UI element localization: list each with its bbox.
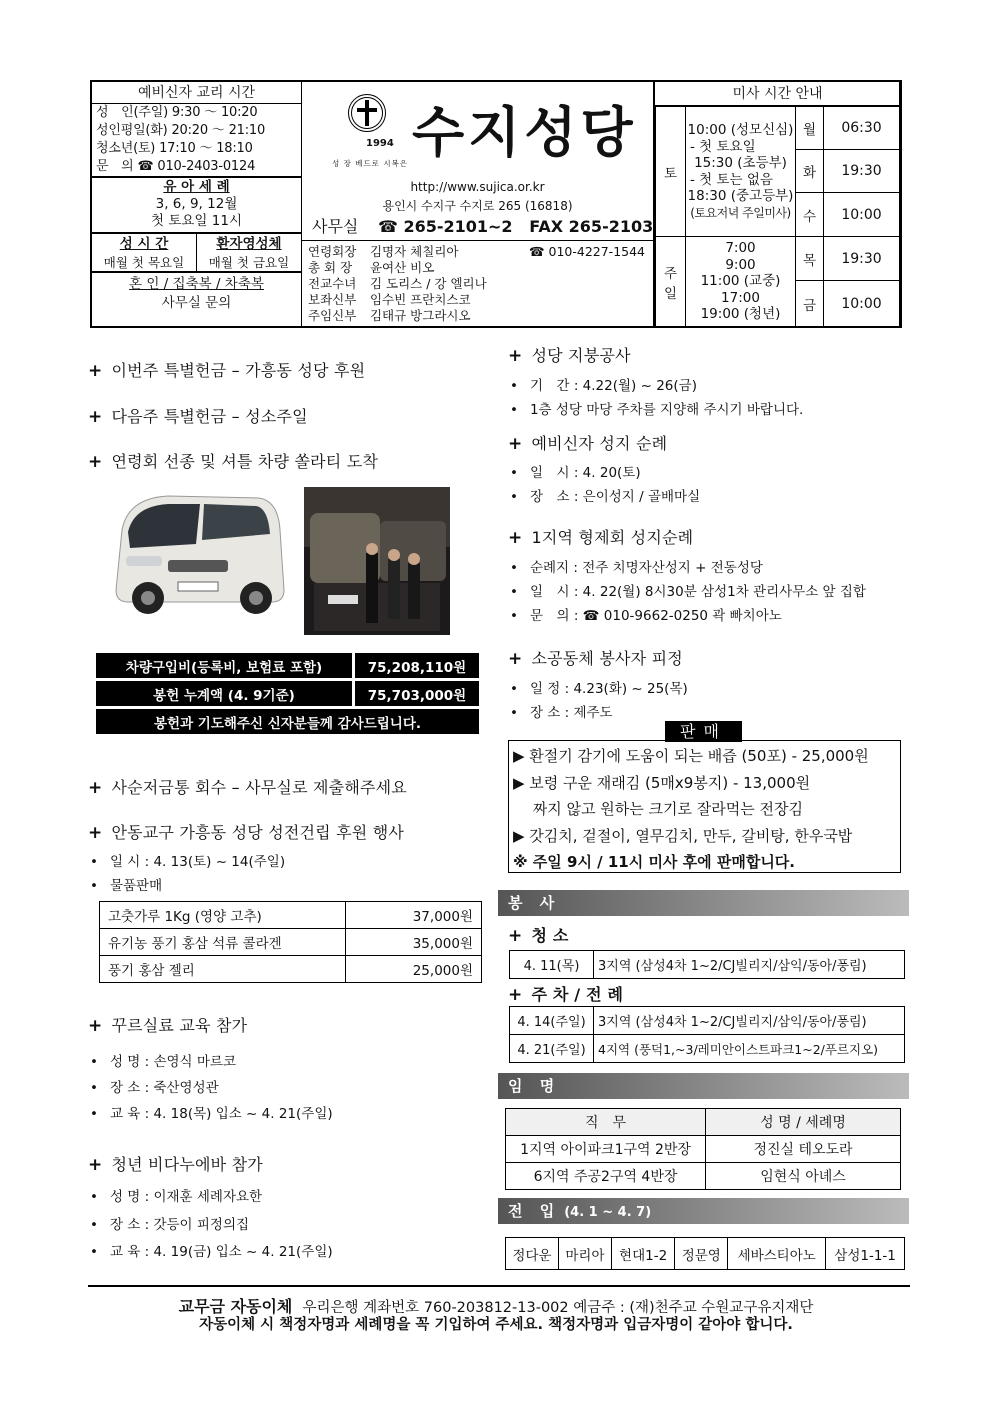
church-url[interactable]: http://www.sujica.or.kr bbox=[410, 180, 545, 194]
youth-name: • 성 명 : 이재훈 세례자요한 bbox=[90, 1185, 262, 1205]
staff-row bbox=[308, 308, 649, 324]
holy-hour-day: 매월 첫 목요일 bbox=[103, 255, 185, 270]
roof-notice: • 1층 성당 마당 주차를 지양해 주시기 바랍니다. bbox=[510, 398, 803, 418]
table-row bbox=[506, 1163, 901, 1190]
weekday-time: 10:00 bbox=[824, 281, 900, 327]
thanks-message: 봉헌과 기도해주신 신자분들께 감사드립니다. bbox=[96, 709, 479, 734]
staff-phone: ☎ 010-4227-1544 bbox=[528, 244, 645, 259]
staff-role: 총 회 장 bbox=[308, 260, 353, 275]
duty-date: 4. 14(주일) bbox=[510, 1007, 594, 1035]
table-row bbox=[506, 1136, 901, 1163]
office-phone: ☎ 265-2101~2 bbox=[377, 217, 513, 236]
staff-list bbox=[302, 240, 653, 328]
cost-value: 75,208,110원 bbox=[355, 653, 479, 678]
column-header: 직 무 bbox=[506, 1109, 706, 1136]
transfer-bar-label: 전 입 bbox=[508, 1202, 561, 1220]
footer-divider bbox=[88, 1285, 910, 1287]
sale-item: ▶ 보령 구운 재래김 (5매x9봉지) - 13,000원 bbox=[513, 773, 811, 792]
volunteer-place: • 장 소 : 제주도 bbox=[510, 701, 613, 721]
staff-name: 윤여산 비오 bbox=[369, 260, 435, 275]
transfer-baptismal-name: 마리아 bbox=[558, 1238, 611, 1270]
transfer-table bbox=[505, 1237, 905, 1270]
catechism-line: 청소년(토) 17:10 ～ 18:10 bbox=[96, 141, 253, 156]
poorbox-notice: + 사순저금통 회수 – 사무실로 제출해주세요 bbox=[88, 775, 407, 798]
saturday-label: 토 bbox=[656, 107, 686, 237]
column-header: 성 명 / 세례명 bbox=[706, 1109, 901, 1136]
brotherhood-contact: • 문 의 : ☎ 010-9662-0250 곽 빠치아노 bbox=[510, 604, 782, 624]
cursillo-date: • 교 육 : 4. 18(목) 입소 ~ 4. 21(주일) bbox=[90, 1102, 333, 1122]
appointment-bar: 임 명 bbox=[498, 1073, 909, 1099]
footer-notice: 자동이체 시 책정자명과 세례명을 꼭 기입하여 주세요. 책정자명과 입금자명이 같아야 합니다. bbox=[199, 1317, 793, 1333]
mass-table bbox=[655, 106, 900, 327]
office-contact bbox=[312, 214, 653, 237]
shuttle-van-photo bbox=[108, 490, 288, 620]
staff-role: 연령회장 bbox=[308, 244, 357, 259]
cursillo-title: + 꾸르실료 교육 참가 bbox=[88, 1013, 247, 1036]
table-row bbox=[100, 902, 482, 929]
transfer-name: 정다운 bbox=[506, 1238, 559, 1270]
pilgrim-place: • 장 소 : 은이성지 / 골배마실 bbox=[510, 485, 700, 505]
pilgrim-title: + 예비신자 성지 순례 bbox=[508, 431, 667, 454]
staff-name: 김 도리스 / 강 엘리나 bbox=[369, 276, 487, 291]
sunday-times: 7:00 9:00 11:00 (교중) 17:00 19:00 (청년) bbox=[686, 237, 796, 327]
weekday-time: 06:30 bbox=[824, 107, 900, 150]
cost-value: 75,703,000원 bbox=[355, 681, 479, 706]
staff-row bbox=[308, 292, 649, 308]
staff-name: 김태규 방그라시오 bbox=[369, 308, 471, 323]
sale-item: ▶ 환절기 감기에 도움이 되는 배즙 (50포) - 25,000원 bbox=[513, 747, 869, 765]
staff-role: 보좌신부 bbox=[308, 292, 357, 307]
sale-item: ▶ 갓김치, 겉절이, 열무김치, 만두, 갈비탕, 한우국밥 bbox=[513, 826, 853, 845]
holy-hour-title: 성 시 간 bbox=[119, 236, 169, 252]
office-label: 사무실 bbox=[312, 217, 359, 236]
weekday-label: 월 bbox=[796, 107, 824, 150]
duty-area: 4지역 (풍덕1,~3/레미안이스트파크1~2/푸르지오) bbox=[594, 1035, 905, 1063]
brotherhood-date: • 일 시 : 4. 22(월) 8시30분 삼성1차 관리사무소 앞 집합 bbox=[510, 580, 866, 600]
sunday-label: 주 일 bbox=[656, 237, 686, 327]
duty-date: 4. 11(목) bbox=[510, 951, 594, 979]
staff-name: 임수빈 프란치스코 bbox=[369, 292, 471, 307]
catechism-line: 성인평일(화) 20:20 ～ 21:10 bbox=[96, 123, 266, 138]
cleaning-table bbox=[509, 950, 905, 979]
andong-date: • 일 시 : 4. 13(토) ~ 14(주일) bbox=[90, 850, 285, 870]
van-blessing-photo bbox=[304, 487, 450, 635]
appoint-name: 정진실 테오도라 bbox=[706, 1136, 901, 1163]
andong-goods: • 물품판매 bbox=[90, 874, 162, 894]
table-row bbox=[510, 1007, 905, 1035]
staff-role: 주임신부 bbox=[308, 308, 357, 323]
roof-title: + 성당 지붕공사 bbox=[508, 343, 631, 366]
sale-box bbox=[508, 740, 901, 873]
sale-notice: ※ 주일 9시 / 11시 미사 후에 판매합니다. bbox=[513, 853, 795, 871]
church-info bbox=[302, 82, 653, 326]
service-bar: 봉 사 bbox=[498, 890, 909, 916]
product-price: 35,000원 bbox=[346, 929, 482, 956]
catechism-line: 문 의 ☎ 010-2403-0124 bbox=[96, 159, 256, 174]
parking-title: + 주 차 / 전 례 bbox=[508, 982, 623, 1005]
product-name: 풍기 홍삼 젤리 bbox=[100, 956, 346, 983]
transfer-period: (4. 1 ~ 4. 7) bbox=[564, 1205, 652, 1220]
blessing-contact: 사무실 문의 bbox=[161, 295, 232, 311]
staff-row bbox=[308, 276, 649, 292]
duty-area: 3지역 (삼성4차 1~2/CJ빌리지/삼익/동아/풍림) bbox=[594, 951, 905, 979]
volunteer-date: • 일 정 : 4.23(화) ~ 25(목) bbox=[510, 677, 688, 697]
staff-row bbox=[308, 244, 649, 260]
product-price: 25,000원 bbox=[346, 956, 482, 983]
sale-tag: 판매 bbox=[665, 721, 742, 742]
cursillo-name: • 성 명 : 손영식 마르코 bbox=[90, 1050, 236, 1070]
logo-caption: 성 장 베드로 시복은 bbox=[331, 159, 409, 168]
church-name: 수지성당 bbox=[412, 101, 637, 164]
transfer-name: 정문영 bbox=[675, 1238, 728, 1270]
product-table bbox=[99, 901, 482, 983]
table-row bbox=[510, 1035, 905, 1063]
appoint-role: 1지역 아이파크1구역 2반장 bbox=[506, 1136, 706, 1163]
product-name: 유기농 풍기 홍삼 석류 콜라겐 bbox=[100, 929, 346, 956]
sale-item: 짜지 않고 원하는 크기로 잘라먹는 전장김 bbox=[513, 800, 803, 818]
transfer-address: 삼성1-1-1 bbox=[826, 1238, 905, 1270]
brotherhood-title: + 1지역 형제회 성지순례 bbox=[508, 525, 693, 548]
special-offering-this-week: + 이번주 특별헌금 – 가흥동 성당 후원 bbox=[88, 358, 365, 381]
transfer-bar bbox=[498, 1198, 909, 1224]
weekday-label: 금 bbox=[796, 281, 824, 327]
duty-date: 4. 21(주일) bbox=[510, 1035, 594, 1063]
table-row bbox=[100, 956, 482, 983]
parking-table bbox=[509, 1006, 905, 1063]
table-header-row bbox=[506, 1109, 901, 1136]
appointment-table bbox=[505, 1108, 901, 1190]
brotherhood-place: • 순례지 : 전주 치명자산성지 + 전동성당 bbox=[510, 556, 763, 576]
bulletin-header bbox=[90, 80, 902, 328]
weekday-time: 10:00 bbox=[824, 193, 900, 237]
catechism-line: 성 인(주일) 9:30 ～ 10:20 bbox=[96, 105, 258, 120]
weekday-label: 화 bbox=[796, 150, 824, 193]
pilgrim-date: • 일 시 : 4. 20(토) bbox=[510, 461, 641, 481]
cost-label: 봉헌 누계액 (4. 9기준) bbox=[96, 681, 352, 706]
youth-place: • 장 소 : 갓등이 피정의집 bbox=[90, 1213, 249, 1233]
table-row bbox=[510, 951, 905, 979]
saturday-times: 10:00 (성모신심) - 첫 토요일 15:30 (초등부) - 첫 토는 없음 18:30 (중고등부) (토요저녁 주일미사) bbox=[686, 107, 796, 237]
staff-name: 김명자 체칠리아 bbox=[369, 244, 459, 259]
church-logo bbox=[330, 94, 409, 180]
baptism-day: 첫 토요일 11시 bbox=[151, 213, 242, 229]
logo-year: 1994 bbox=[366, 138, 394, 149]
roof-period: • 기 간 : 4.22(월) ~ 26(금) bbox=[510, 374, 697, 394]
catechism-info bbox=[92, 82, 302, 326]
footer-label: 교무금 자동이체 bbox=[178, 1297, 293, 1316]
staff-row bbox=[308, 260, 649, 276]
footer-account-info: 우리은행 계좌번호 760-203812-13-002 예금주 : (재)천주교 수원교구유지재단 bbox=[302, 1300, 814, 1316]
youth-title: + 청년 비다누에바 참가 bbox=[88, 1152, 263, 1175]
youth-date: • 교 육 : 4. 19(금) 입소 ~ 4. 21(주일) bbox=[90, 1240, 333, 1260]
mass-schedule-title: 미사 시간 안내 bbox=[655, 82, 900, 106]
sick-communion-day: 매월 첫 금요일 bbox=[208, 255, 290, 270]
appoint-name: 임현식 아녜스 bbox=[706, 1163, 901, 1190]
office-fax: FAX 265-2103 bbox=[529, 217, 654, 236]
church-address: 용인시 수지구 수지로 265 (16818) bbox=[382, 199, 573, 213]
cleaning-title: + 청 소 bbox=[508, 923, 569, 946]
weekday-label: 목 bbox=[796, 237, 824, 281]
duty-area: 3지역 (삼성4차 1~2/CJ빌리지/삼익/동아/풍림) bbox=[594, 1007, 905, 1035]
transfer-address: 현대1-2 bbox=[611, 1238, 674, 1270]
mass-schedule bbox=[653, 82, 900, 326]
van-cost-table bbox=[96, 650, 479, 737]
cost-label: 차량구입비(등록비, 보험료 포함) bbox=[96, 653, 352, 678]
catechism-title: 예비신자 교리 시간 bbox=[92, 82, 301, 104]
appoint-role: 6지역 주공2구역 4반장 bbox=[506, 1163, 706, 1190]
table-row bbox=[100, 929, 482, 956]
product-name: 고춧가루 1Kg (영양 고추) bbox=[100, 902, 346, 929]
special-offering-next-week: + 다음주 특별헌금 – 성소주일 bbox=[88, 404, 308, 427]
andong-title: + 안동교구 가흥동 성당 성전건립 후원 행사 bbox=[88, 820, 404, 843]
weekday-time: 19:30 bbox=[824, 237, 900, 281]
volunteer-title: + 소공동체 봉사자 피정 bbox=[508, 646, 683, 669]
shuttle-title: + 연령회 선종 및 셔틀 차량 쏠라티 도착 bbox=[88, 449, 378, 472]
table-row bbox=[506, 1238, 905, 1270]
product-price: 37,000원 bbox=[346, 902, 482, 929]
cross-icon bbox=[348, 94, 386, 132]
transfer-baptismal-name: 세바스티아노 bbox=[728, 1238, 826, 1270]
baptism-title: 유 아 세 례 bbox=[163, 179, 230, 195]
weekday-label: 수 bbox=[796, 193, 824, 237]
weekday-time: 19:30 bbox=[824, 150, 900, 193]
sick-communion-title: 환자영성체 bbox=[216, 236, 282, 252]
staff-role: 전교수녀 bbox=[308, 276, 357, 291]
blessing-title: 혼 인 / 집축복 / 차축복 bbox=[129, 276, 264, 292]
cursillo-place: • 장 소 : 죽산영성관 bbox=[90, 1076, 219, 1096]
baptism-months: 3, 6, 9, 12월 bbox=[155, 196, 238, 212]
